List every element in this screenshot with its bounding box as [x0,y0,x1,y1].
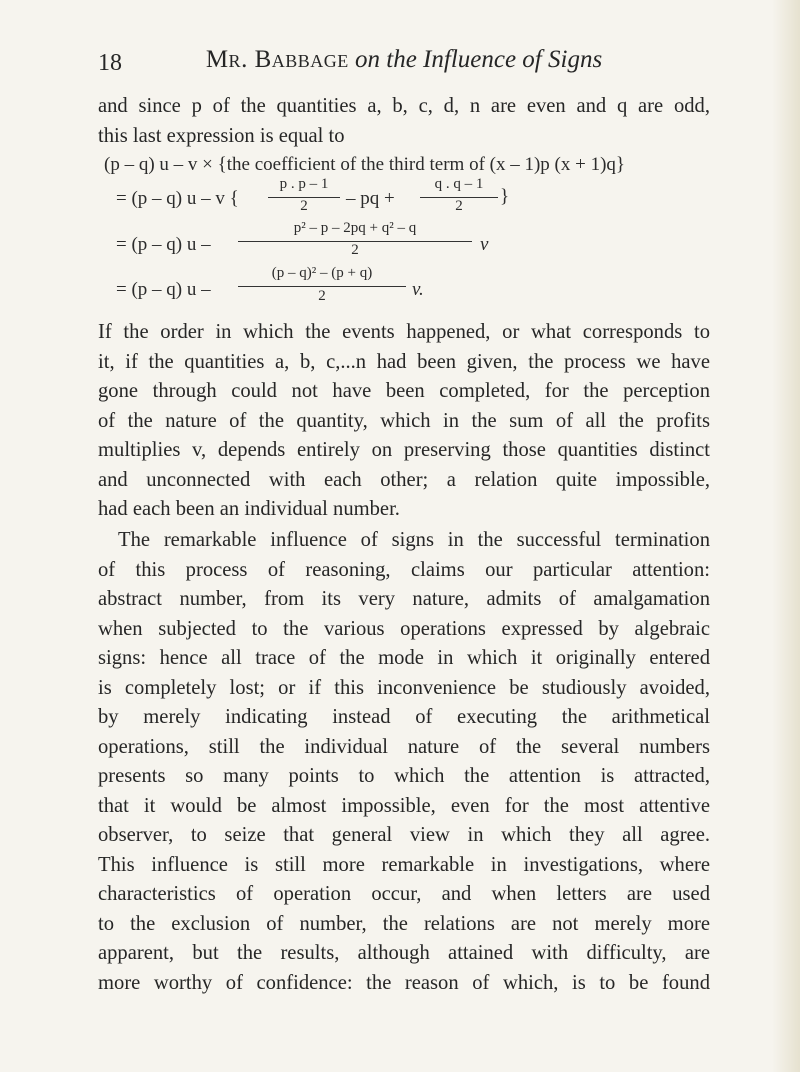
equation-2-right: v [480,234,489,255]
text-line: is completely lost; or if this inconvenience be studiously avoided, [98,676,710,699]
text-line: gone through could not have been completed, for the perception [98,380,710,402]
text-line: and unconnected with each other; a relation quite impossible, [98,468,710,491]
equation-3-numerator: (p – q)² – (p + q) [271,265,373,281]
text-line: of this process of reasoning, claims our particular attention: [98,558,710,581]
equation-1-right-brace: } [500,186,510,207]
equation-3-right: v. [412,279,424,300]
title-on: on [355,46,380,73]
page-number: 18 [98,50,122,76]
paragraph-1 [98,318,710,525]
text-line: abstract number, from its very nature, admits of amalgamation [98,588,710,610]
text-line: of the nature of the quantity, which in the sum of all the profits [98,409,710,432]
equation-1-middle: – pq + [346,188,395,209]
text-line: multiplies v, depends entirely on preserving those quantities distinct [98,439,710,461]
text-line: when subjected to the various operations expressed by algebraic [98,617,710,640]
text-line: to the exclusion of number, the relations are not merely more [98,912,710,935]
title-author: Mr. Babbage [205,46,349,73]
text-line: signs: hence all trace of the mode in which it originally entered [98,647,710,669]
text-line: by merely indicating instead of executing the arithmetical [98,706,710,728]
text-line: more worthy of confidence: the reason of which, is to be found [98,971,710,994]
text-line: The remarkable influence of signs in the successful termination [118,529,710,551]
equation-3-left: = (p – q) u – [116,279,211,300]
equation-1-left: = (p – q) u – v { [116,188,239,209]
text-line: characteristics of operation occur, and when letters are used [98,883,710,905]
text-line: observer, to seize that general view in which they all agree. [98,824,710,846]
equation-2-denominator: 2 [351,242,359,258]
equation-2-numerator: p² – p – 2pq + q² – q [293,220,417,236]
paragraph-2 [98,526,710,998]
text-line: had each been an individual number. [98,498,400,520]
page-edge-shadow [772,0,800,1072]
text-line: it, if the quantities a, b, c,...n had been given, the process we have [98,350,710,373]
equation-3-denominator: 2 [318,288,326,304]
equation-1-fraction-2-denominator: 2 [455,198,463,214]
text-line: this last expression is equal to [98,124,345,147]
title-rest: the Influence of Signs [386,46,603,73]
text-line: This influence is still more remarkable in investigations, where [98,853,710,876]
equation-2-left: = (p – q) u – [116,234,211,255]
running-header [98,46,710,80]
equation-1-fraction-2-numerator: q . q – 1 [434,176,484,192]
text-line: If the order in which the events happened, or what corresponds to [98,321,710,343]
text-line: that it would be almost impossible, even for the most attentive [98,794,710,817]
text-line: apparent, but the results, although attained with difficulty, are [98,942,710,964]
text-line: operations, still the individual nature of the several numbers [98,735,710,758]
equation-coefficient-line: (p – q) u – v × {the coefficient of the third term of (x – 1)p (x + 1)q} [104,154,626,175]
text-line: and since p of the quantities a, b, c, d, n are even and q are odd, [98,95,710,117]
intro-text [98,92,710,151]
running-title [98,46,710,74]
equation-1-fraction-1-numerator: p . p – 1 [279,176,329,192]
equation-1-fraction-1-denominator: 2 [300,198,308,214]
fraction-bar [238,286,406,287]
text-line: presents so many points to which the attention is attracted, [98,765,710,787]
